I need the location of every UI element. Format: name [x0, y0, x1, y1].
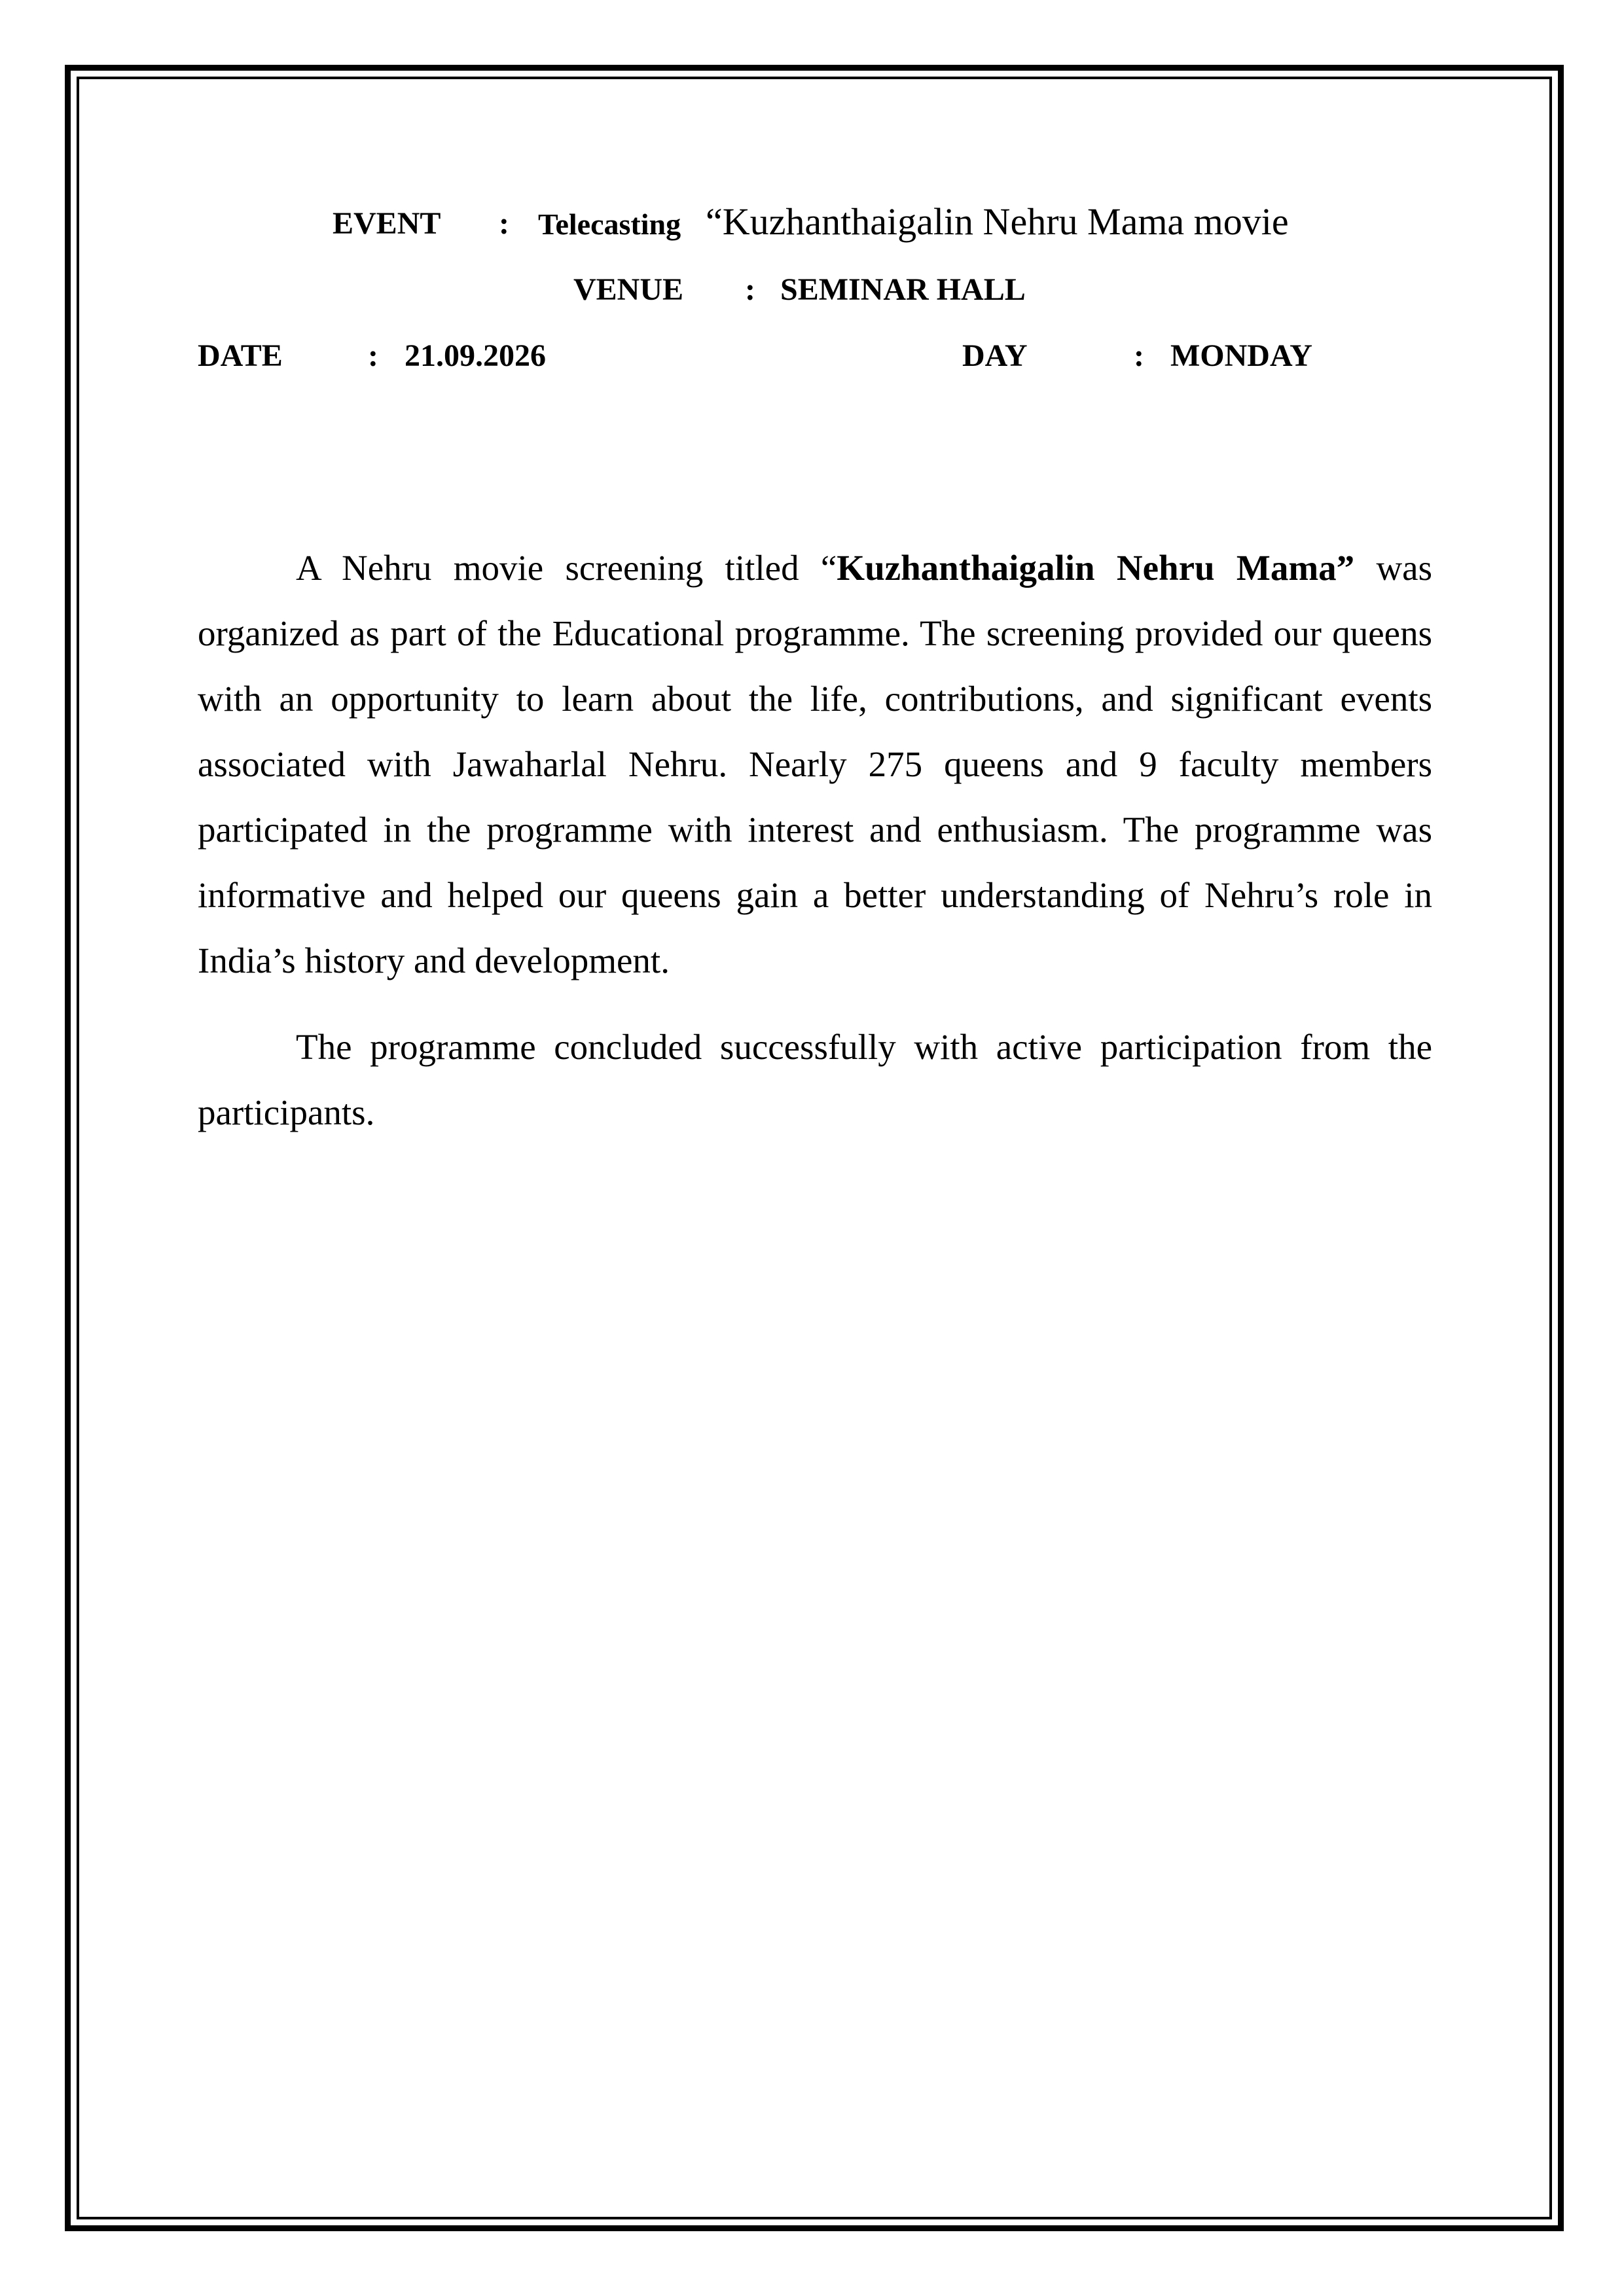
venue-separator: : [745, 272, 755, 307]
p1-rest: was organized as part of the Educational programme. The screening provided our queens with an opportunity to learn about the life, contributions, and significant events associated with Jawaharlal Nehru. Nearly 275 queens and 9 faculty members participated in the programme with interest and enthusiasm. The programme was informative and helped our queens gain a better understanding of Nehru’s role in India’s history and development. [198, 548, 1432, 980]
page-border-inner [77, 77, 1552, 2219]
venue-label: VENUE [573, 272, 684, 307]
venue-value: SEMINAR HALL [780, 272, 1026, 307]
day-value: MONDAY [1170, 338, 1312, 373]
body-paragraph-2: The programme concluded successfully with active participation from the participants. [198, 1027, 1432, 1132]
body-paragraph-1 [198, 535, 1432, 994]
event-prefix: Telecasting [538, 207, 681, 241]
p1-intro: A Nehru movie screening titled “ [296, 548, 837, 588]
movie-title-bold: Kuzhanthaigalin Nehru Mama” [837, 548, 1355, 588]
date-separator: : [368, 338, 378, 373]
date-value: 21.09.2026 [405, 338, 546, 373]
event-label: EVENT [333, 206, 441, 241]
report-body [198, 535, 1432, 1145]
date-label: DATE [198, 338, 283, 373]
day-label: DAY [962, 338, 1028, 373]
event-separator: : [499, 206, 509, 241]
day-separator: : [1134, 338, 1144, 373]
event-title: “Kuzhanthaigalin Nehru Mama movie [706, 200, 1289, 243]
